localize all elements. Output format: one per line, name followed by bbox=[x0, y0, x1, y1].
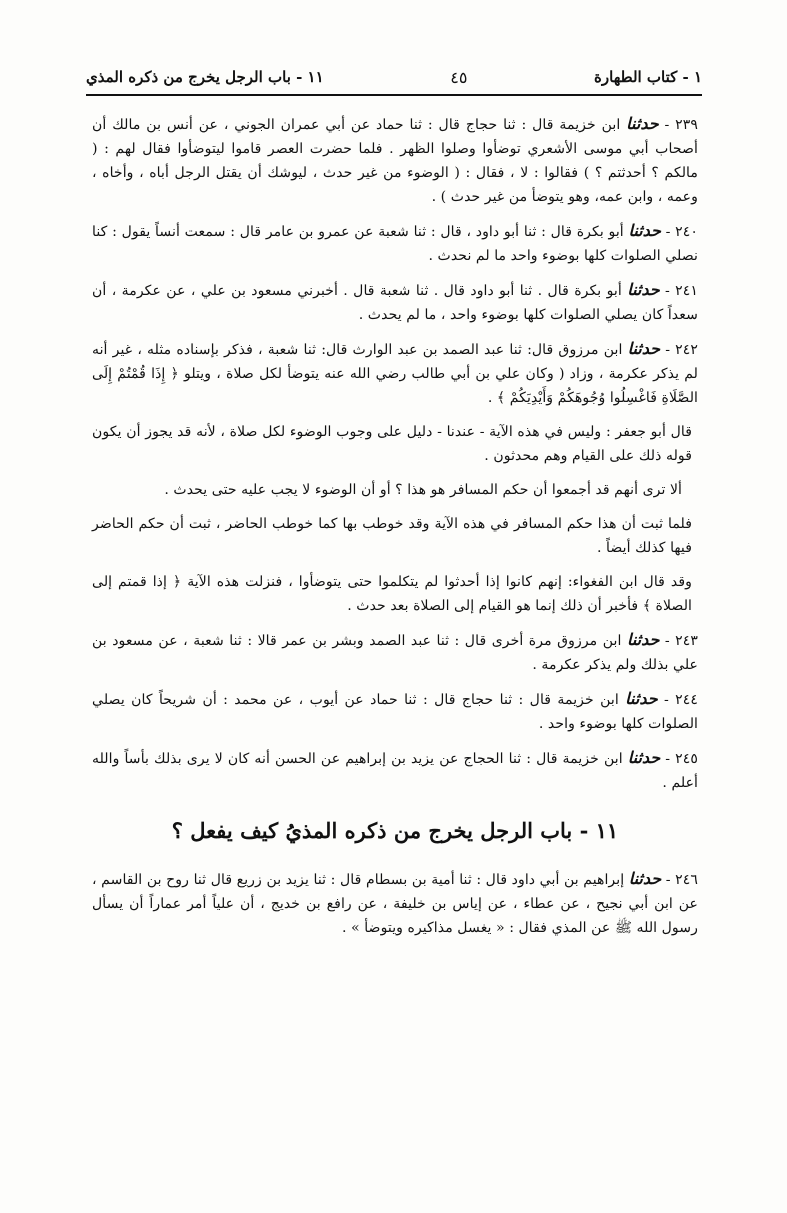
hadith-keyword: حدثنا bbox=[625, 689, 658, 708]
hadith-keyword: حدثنا bbox=[626, 114, 659, 133]
hadith-239 bbox=[92, 112, 698, 209]
hadith-text: ابن مرزوق قال: ثنا عبد الصمد بن عبد الوارث قال: ثنا شعبة ، فذكر بإسناده مثله ، غير أنه لم يذكر عكرمة ، وزاد ( وكان علي بن أبي طالب رضي الله عنه يتوضأ لكل صلاة ، ويتلو ﴿ إِذَا قُمْتُمْ إِلَى الصَّلَاةِ فَاغْسِلُوا وُجُوهَكُمْ وَأَيْدِيَكُمْ ﴾ . bbox=[92, 342, 698, 406]
hadith-text: ابن خزيمة قال : ثنا حجاج قال : ثنا حماد عن أبي عمران الجوني ، عن أنس بن مالك أن أصحاب أبي موسى الأشعري توضأوا وصلوا الظهر . فلما حضرت العصر قاموا ليتوضأوا فقال لهم : ( مالكم ؟ أحدثتم ؟ ) فقالوا : لا ، فقال : ( الوضوء من غير حدث ، ليوشك أن يقتل الرجل أباه ، وأخاه ، وعمه ، وابن عمه، وهو يتوضأ من غير حدث ) . bbox=[92, 117, 698, 205]
hadith-text: ابن مرزوق مرة أخرى قال : ثنا عبد الصمد وبشر بن عمر قالا : ثنا شعبة ، عن مسعود بن علي بذلك ولم يذكر عكرمة . bbox=[92, 633, 698, 673]
hadith-number: ٢٤٥ - bbox=[665, 751, 698, 767]
header-chapter-title: ١١ - باب الرجل يخرج من ذكره المذي bbox=[86, 68, 324, 86]
hadith-keyword: حدثنا bbox=[627, 280, 660, 299]
hadith-text: ابن خزيمة قال : ثنا الحجاج عن يزيد بن إبراهيم عن الحسن أنه كان لا يرى بذلك بأساً والله أعلم . bbox=[92, 751, 698, 791]
hadith-246 bbox=[92, 867, 698, 940]
commentary-paragraph: ألا ترى أنهم قد أجمعوا أن حكم المسافر هو هذا ؟ أو أن الوضوء لا يجب عليه حتى يحدث . bbox=[164, 482, 682, 498]
page-number: ٤٥ bbox=[450, 67, 468, 87]
hadith-keyword: حدثنا bbox=[628, 869, 662, 888]
hadith-text: إبراهيم بن أبي داود قال : ثنا أمية بن بسطام قال : ثنا يزيد بن زريع قال ثنا روح بن القاسم ، عن ابن أبي نجيح ، عن عطاء ، عن إياس بن خليفة ، عن رافع بن خديج ، أن علياً أمر عماراً أن يسأل رسول الله ﷺ عن المذي فقال : « يغسل مذاكيره ويتوضأ » . bbox=[92, 872, 698, 936]
running-header bbox=[86, 60, 702, 94]
section-title: ١١ - باب الرجل يخرج من ذكره المذيُ كيف يفعل ؟ bbox=[171, 818, 619, 843]
hadith-number: ٢٤٦ - bbox=[665, 872, 698, 888]
hadith-number: ٢٤٤ - bbox=[663, 692, 699, 708]
commentary-paragraph: فلما ثبت أن هذا حكم المسافر في هذه الآية وقد خوطب بها كما خوطب الحاضر ، ثبت أن حكم الحاضر فيها كذلك أيضاً . bbox=[92, 516, 692, 556]
hadith-text: أبو بكرة قال . ثنا أبو داود قال . ثنا شعبة قال . أخبرني مسعود بن علي ، عن عكرمة ، أن سعداً كان يصلي الصلوات كلها بوضوء واحد ، ما لم يحدث . bbox=[92, 283, 698, 323]
hadith-243 bbox=[92, 628, 698, 677]
hadith-number: ٢٤١ - bbox=[665, 283, 699, 299]
hadith-242 bbox=[92, 337, 698, 410]
hadith-text: ابن خزيمة قال : ثنا حجاج قال : ثنا حماد عن أيوب ، عن محمد : أن شريحاً كان يصلي الصلوات كلها بوضوء واحد . bbox=[92, 692, 698, 732]
hadith-241 bbox=[92, 278, 698, 327]
hadith-keyword: حدثنا bbox=[627, 748, 661, 767]
header-book-title: ١ - كتاب الطهارة bbox=[594, 68, 702, 86]
hadith-text: أبو بكرة قال : ثنا أبو داود ، قال : ثنا شعبة عن عمرو بن عامر قال : سمعت أنساً يقول : كنا نصلي الصلوات كلها بوضوء واحد ما لم نحدث . bbox=[92, 224, 698, 264]
hadith-244 bbox=[92, 687, 698, 736]
hadith-keyword: حدثنا bbox=[626, 630, 660, 649]
commentary-paragraph: قال أبو جعفر : وليس في هذه الآية - عندنا - دليل على وجوب الوضوء لكل صلاة ، لأنه قد يجوز أن يكون قوله ذلك على القيام وهم محدثون . bbox=[92, 424, 692, 464]
commentary-paragraph: وقد قال ابن الفغواء: إنهم كانوا إذا أحدثوا لم يتكلموا حتى يتوضأوا ، فنزلت هذه الآية ﴿ إذا قمتم إلى الصلاة ﴾ فأخبر أن ذلك إنما هو القيام إلى الصلاة بعد حدث . bbox=[92, 574, 692, 614]
hadith-keyword: حدثنا bbox=[628, 221, 661, 240]
hadith-number: ٢٣٩ - bbox=[664, 117, 698, 133]
page-body bbox=[92, 112, 698, 950]
hadith-number: ٢٤٠ - bbox=[665, 224, 698, 240]
header-rule bbox=[86, 94, 702, 96]
hadith-number: ٢٤٣ - bbox=[664, 633, 699, 649]
hadith-keyword: حدثنا bbox=[627, 339, 661, 358]
hadith-240 bbox=[92, 219, 698, 268]
hadith-245 bbox=[92, 746, 698, 795]
hadith-number: ٢٤٢ - bbox=[665, 342, 699, 358]
